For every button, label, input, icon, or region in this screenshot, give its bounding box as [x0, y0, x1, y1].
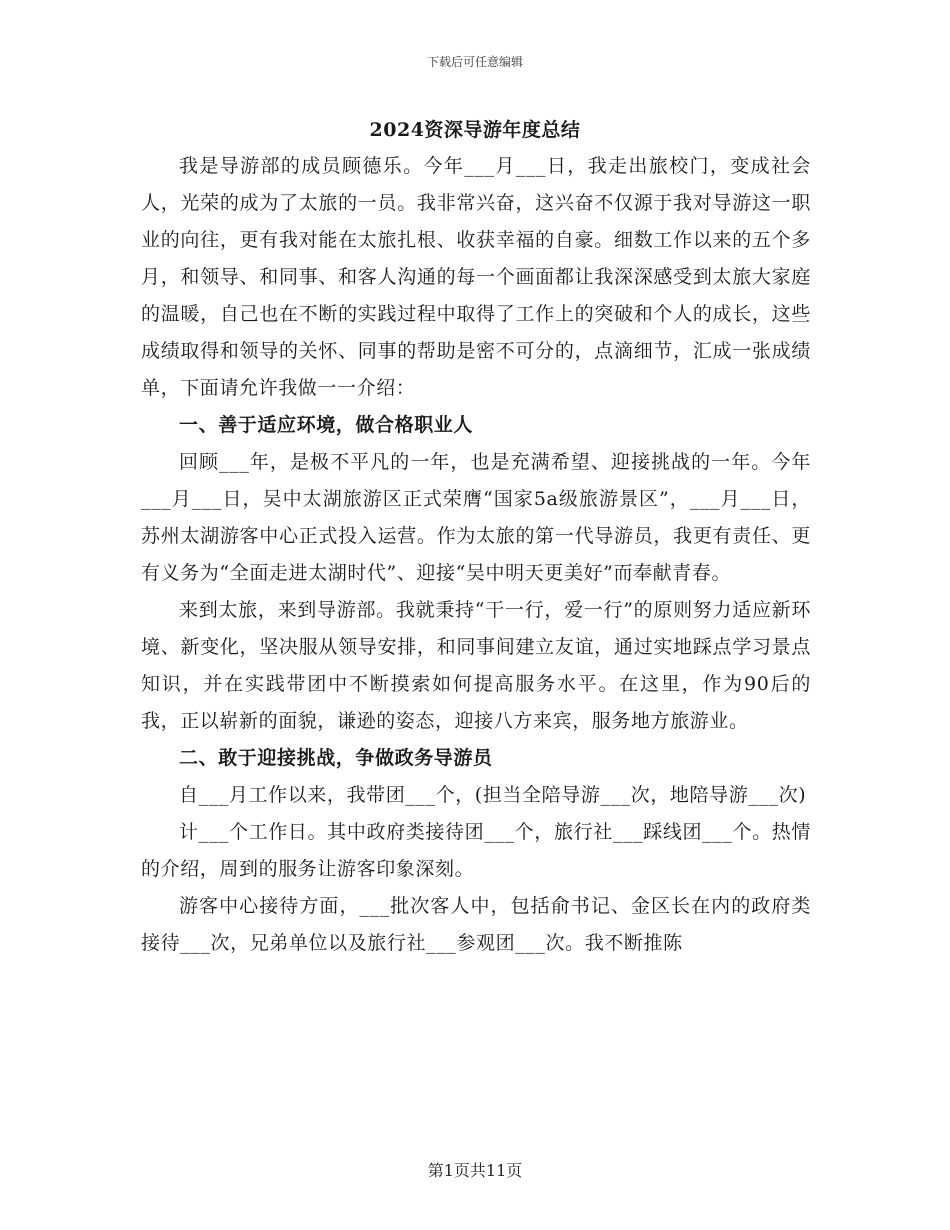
paragraph-tour-count: 自___月工作以来，我带团___个，(担当全陪导游___次，地陪导游___次) — [179, 784, 807, 806]
section-heading-1: 一、善于适应环境，做合格职业人 — [179, 414, 474, 436]
page-number: 第1页共11页 — [427, 1161, 523, 1180]
document-body — [141, 148, 811, 962]
paragraph-intro: 我是导游部的成员顾德乐。今年___月___日，我走出旅校门，变成社会人，光荣的成为了太旅的一员。我非常兴奋，这兴奋不仅源于我对导游这一职业的向往，更有我对能在太旅扎根、收获幸福的自豪。细数工作以来的五个多月，和领导、和同事、和客人沟通的每一个画面都让我深深感受到太旅大家庭的温暖，自己也在不断的实践过程中取得了工作上的突破和个人的成长，这些成绩取得和领导的关怀、同事的帮助是密不可分的，点滴细节，汇成一张成绩单，下面请允许我做一一介绍： — [141, 155, 811, 399]
document-title: 2024资深导游年度总结 — [369, 119, 581, 141]
paragraph-adapt: 来到太旅，来到导游部。我就秉持“干一行，爱一行”的原则努力适应新环境、新变化，坚决服从领导安排，和同事间建立友谊，通过实地踩点学习景点知识，并在实践带团中不断摸索如何提高服务水平。在这里，作为90后的我，正以崭新的面貌，谦逊的姿态，迎接八方来宾，服务地方旅游业。 — [141, 599, 811, 732]
header-note: 下载后可任意编辑 — [426, 55, 523, 69]
paragraph-visitor-center: 游客中心接待方面，___批次客人中，包括俞书记、金区长在内的政府类接待___次，兄弟单位以及旅行社___参观团___次。我不断推陈 — [141, 895, 811, 954]
section-heading-2: 二、敢于迎接挑战，争做政务导游员 — [179, 747, 493, 769]
paragraph-review: 回顾___年，是极不平凡的一年，也是充满希望、迎接挑战的一年。今年___月___日，吴中太湖旅游区正式荣膺“国家5a级旅游景区”，___月___日，苏州太湖游客中心正式投入运营。作为太旅的第一代导游员，我更有责任、更有义务为“全面走进太湖时代”、迎接“吴中明天更美好”而奉献青春。 — [141, 451, 811, 584]
paragraph-workdays: 计___个工作日。其中政府类接待团___个，旅行社___踩线团___个。热情的介绍，周到的服务让游客印象深刻。 — [141, 821, 811, 880]
